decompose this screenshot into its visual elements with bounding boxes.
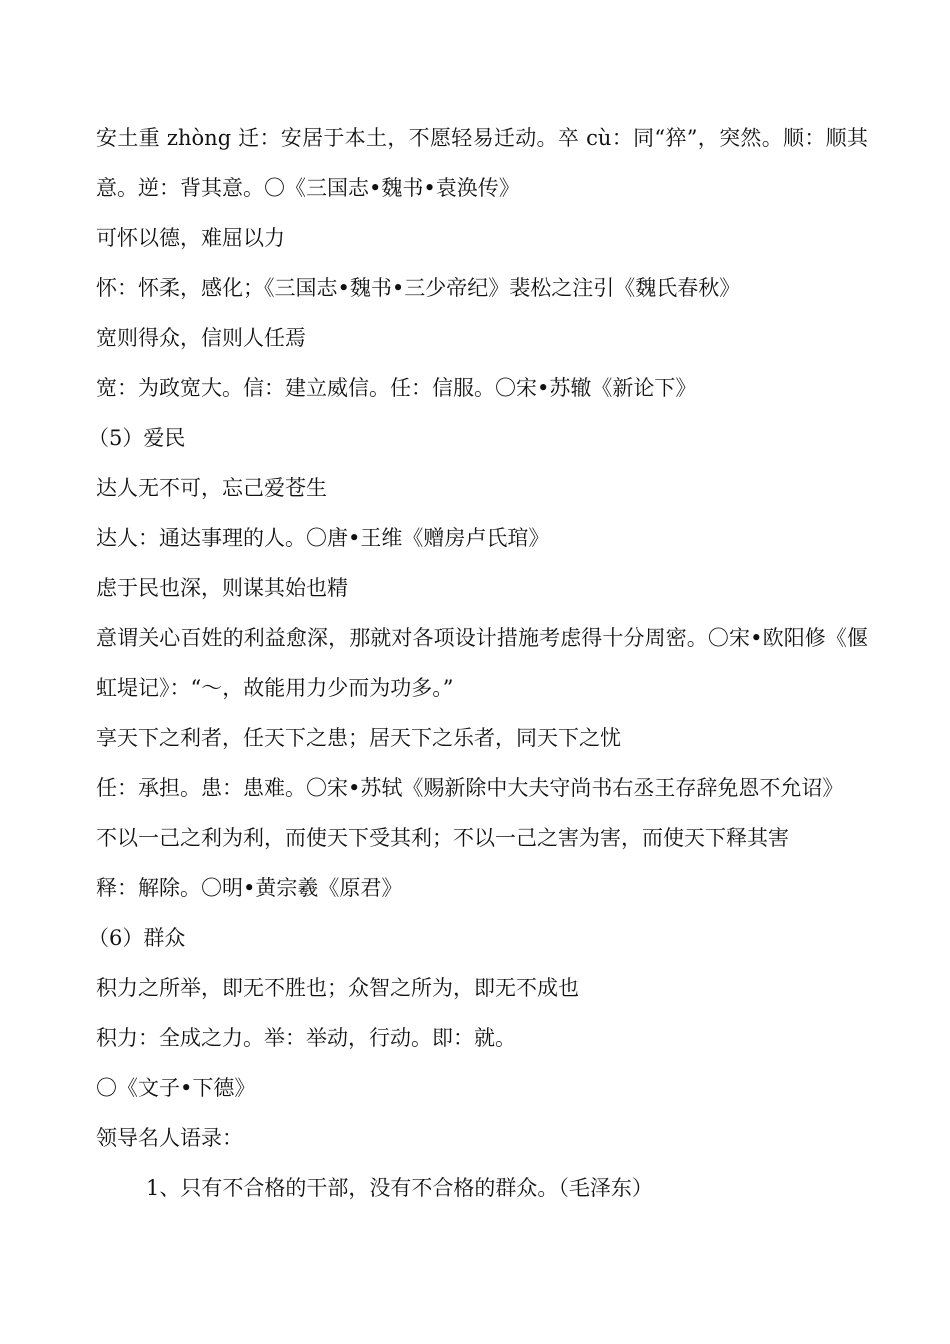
section-heading-aimin: （5）爱民 bbox=[88, 426, 186, 450]
quote-line: 积力之所举，即无不胜也；众智之所为，即无不成也 bbox=[96, 976, 579, 1000]
quote-line: 虑于民也深，则谋其始也精 bbox=[96, 576, 348, 600]
quote-line: 达人无不可，忘己爱苍生 bbox=[96, 476, 327, 500]
source-line: 〇《文子•下德》 bbox=[96, 1076, 256, 1100]
note-line: 积力：全成之力。举：举动，行动。即：就。 bbox=[96, 1026, 516, 1050]
note-line: 释：解除。〇明•黄宗羲《原君》 bbox=[96, 876, 403, 900]
note-line: 怀：怀柔，感化；《三国志•魏书•三少帝纪》裴松之注引《魏氏春秋》 bbox=[96, 276, 741, 300]
document-body bbox=[88, 113, 868, 1213]
quote-line: 不以一己之利为利，而使天下受其利；不以一己之害为害，而使天下释其害 bbox=[96, 826, 789, 850]
note-paragraph-anturzhongqian: 安土重 zhòng 迁：安居于本土，不愿轻易迁动。卒 cù：同“猝”，突然。顺：顺其意。逆：背其意。〇《三国志•魏书•袁涣传》 bbox=[96, 126, 868, 200]
list-item: 1、只有不合格的干部，没有不合格的群众。（毛泽东） bbox=[146, 1176, 653, 1200]
section-heading-qunzhong: （6）群众 bbox=[88, 926, 186, 950]
note-line: 任：承担。患：患难。〇宋•苏轼《赐新除中大夫守尚书右丞王存辞免恩不允诏》 bbox=[96, 776, 844, 800]
quote-line: 可怀以德，难屈以力 bbox=[96, 226, 285, 250]
subsection-heading-quotes: 领导名人语录： bbox=[96, 1126, 243, 1150]
note-line: 宽：为政宽大。信：建立威信。任：信服。〇宋•苏辙《新论下》 bbox=[96, 376, 697, 400]
note-paragraph-ouyangxiu: 意谓关心百姓的利益愈深，那就对各项设计措施考虑得十分周密。〇宋•欧阳修《偃虹堤记》：“～，故能用力少而为功多。” bbox=[96, 626, 868, 700]
quote-line: 享天下之利者，任天下之患；居天下之乐者，同天下之忧 bbox=[96, 726, 621, 750]
note-line: 达人：通达事理的人。〇唐•王维《赠房卢氏琯》 bbox=[96, 526, 550, 550]
quote-line: 宽则得众，信则人任焉 bbox=[96, 326, 306, 350]
